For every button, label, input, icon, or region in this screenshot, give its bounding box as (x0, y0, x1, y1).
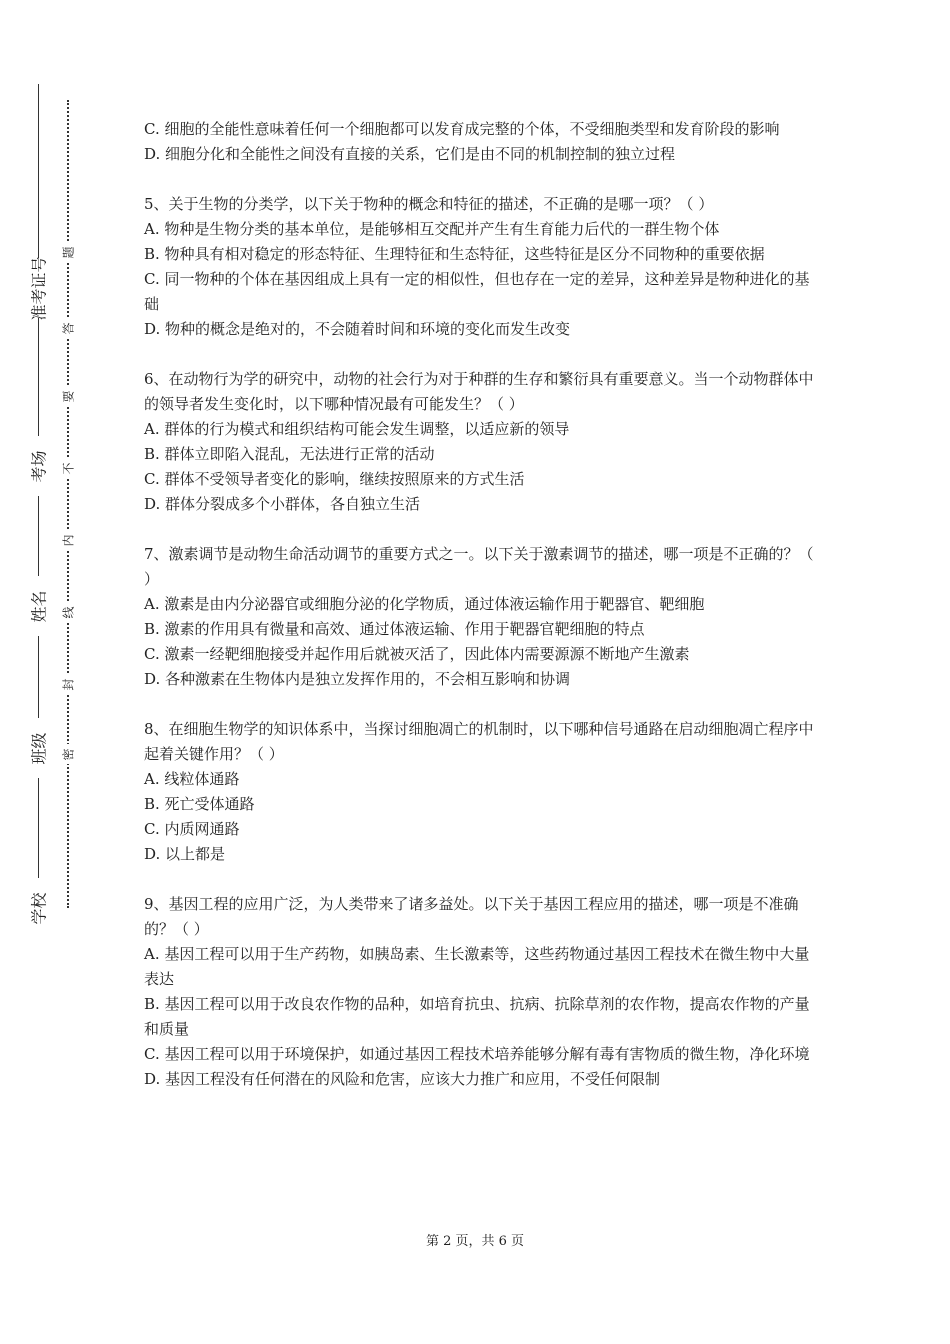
option-c: C. 群体不受领导者变化的影响，继续按照原来的方式生活 (144, 470, 525, 488)
field-school: 学校 (20, 878, 56, 938)
option-d: D. 细胞分化和全能性之间没有直接的关系，它们是由不同的机制控制的独立过程 (144, 145, 676, 163)
seal-char: 答 (58, 318, 78, 338)
option-a: A. 线粒体通路 (144, 770, 240, 788)
field-exam-room: 考场 (20, 436, 56, 496)
option-d: D. 物种的概念是绝对的，不会随着时间和环境的变化而发生改变 (144, 320, 571, 338)
question-6 (144, 367, 820, 517)
question-4-tail (144, 117, 820, 167)
exam-content (144, 117, 820, 1092)
question-stem: 7、激素调节是动物生命活动调节的重要方式之一。以下关于激素调节的描述，哪一项是不正确的？（ ） (144, 545, 814, 588)
field-class: 班级 (20, 718, 56, 778)
option-c: C. 细胞的全能性意味着任何一个细胞都可以发育成完整的个体，不受细胞类型和发育阶段的影响 (144, 120, 780, 138)
question-9 (144, 892, 820, 1092)
seal-char: 密 (58, 744, 78, 764)
question-7 (144, 542, 820, 692)
option-a: A. 基因工程可以用于生产药物，如胰岛素、生长激素等，这些药物通过基因工程技术在微生物中大量表达 (144, 945, 810, 988)
option-d: D. 基因工程没有任何潜在的风险和危害，应该大力推广和应用，不受任何限制 (144, 1070, 661, 1088)
seal-char: 要 (58, 386, 78, 406)
option-b: B. 群体立即陷入混乱，无法进行正常的活动 (144, 445, 435, 463)
question-stem: 9、基因工程的应用广泛，为人类带来了诸多益处。以下关于基因工程应用的描述，哪一项是不准确的？（ ） (144, 895, 799, 938)
option-c: C. 基因工程可以用于环境保护，如通过基因工程技术培养能够分解有毒有害物质的微生物，净化环境 (144, 1045, 810, 1063)
page-footer: 第 2 页，共 6 页 (425, 1234, 525, 1249)
option-b: B. 激素的作用具有微量和高效、通过体液运输、作用于靶器官靶细胞的特点 (144, 620, 645, 638)
seal-char: 内 (58, 530, 78, 550)
question-5 (144, 192, 820, 342)
option-d: D. 以上都是 (144, 845, 226, 863)
seal-char: 题 (58, 242, 78, 262)
question-stem: 5、关于生物的分类学，以下关于物种的概念和特征的描述，不正确的是哪一项？（ ） (144, 195, 714, 213)
option-c: C. 同一物种的个体在基因组成上具有一定的相似性，但也存在一定的差异，这种差异是物种进化的基础 (144, 270, 810, 313)
binding-strip (0, 0, 110, 1344)
question-stem: 6、在动物行为学的研究中，动物的社会行为对于种群的生存和繁衍具有重要意义。当一个动物群体中的领导者发生变化时，以下哪种情况最有可能发生？（ ） (144, 370, 814, 413)
seal-char: 不 (58, 458, 78, 478)
option-a: A. 激素是由内分泌器官或细胞分泌的化学物质，通过体液运输作用于靶器官、靶细胞 (144, 595, 705, 613)
field-name: 姓名 (20, 576, 56, 636)
option-d: D. 各种激素在生物体内是独立发挥作用的，不会相互影响和协调 (144, 670, 571, 688)
option-a: A. 物种是生物分类的基本单位，是能够相互交配并产生有生育能力后代的一群生物个体 (144, 220, 720, 238)
binding-solid-line (38, 84, 39, 926)
option-c: C. 内质网通路 (144, 820, 240, 838)
field-exam-number: 准考证号 (20, 258, 56, 318)
option-b: B. 死亡受体通路 (144, 795, 255, 813)
option-b: B. 物种具有相对稳定的形态特征、生理特征和生态特征，这些特征是区分不同物种的重要依据 (144, 245, 765, 263)
seal-char: 线 (58, 602, 78, 622)
option-b: B. 基因工程可以用于改良农作物的品种，如培育抗虫、抗病、抗除草剂的农作物，提高农作物的产量和质量 (144, 995, 810, 1038)
question-stem: 8、在细胞生物学的知识体系中，当探讨细胞凋亡的机制时，以下哪种信号通路在启动细胞凋亡程序中起着关键作用？（ ） (144, 720, 814, 763)
binding-dotted-line (67, 100, 69, 908)
seal-char: 封 (58, 674, 78, 694)
option-a: A. 群体的行为模式和组织结构可能会发生调整，以适应新的领导 (144, 420, 570, 438)
option-d: D. 群体分裂成多个小群体，各自独立生活 (144, 495, 421, 513)
question-8 (144, 717, 820, 867)
option-c: C. 激素一经靶细胞接受并起作用后就被灭活了，因此体内需要源源不断地产生激素 (144, 645, 690, 663)
